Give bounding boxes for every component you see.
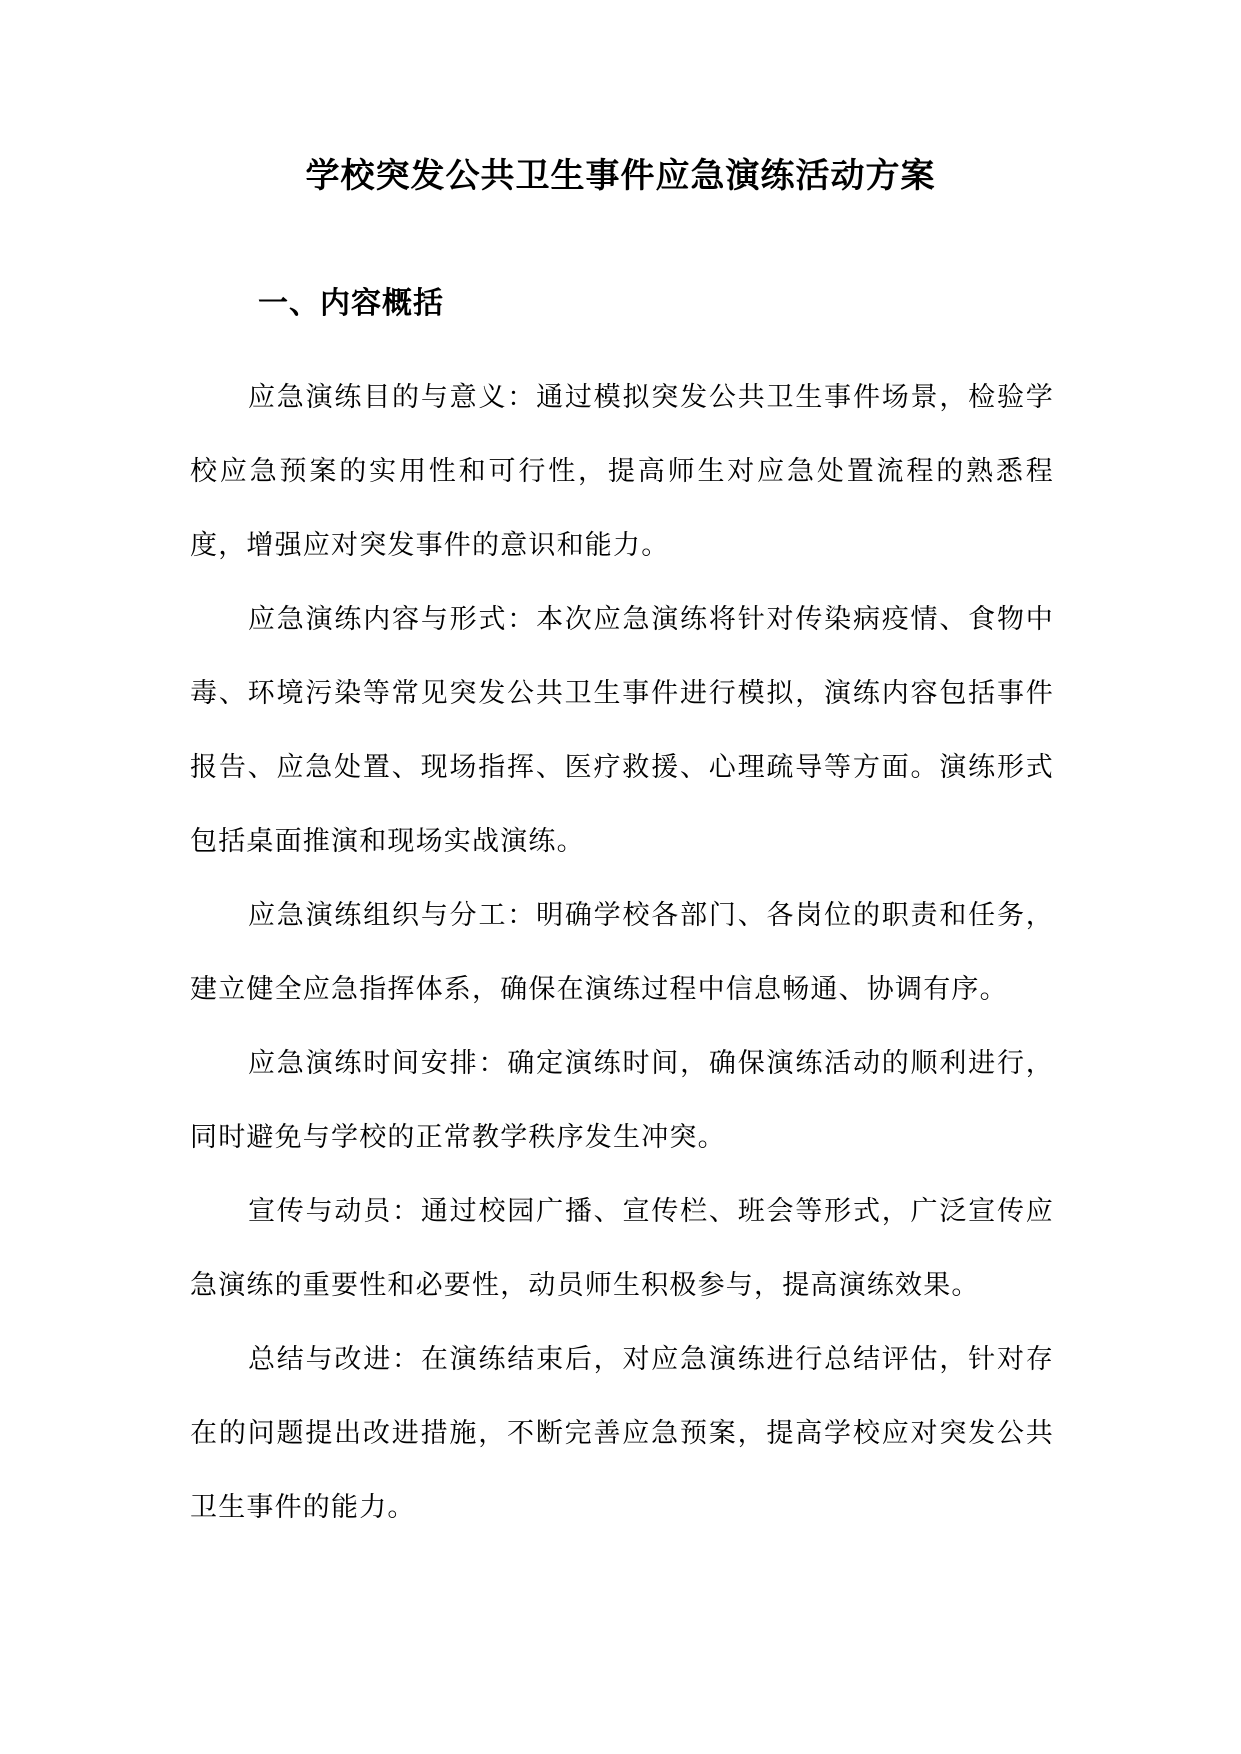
paragraph-purpose: 应急演练目的与意义：通过模拟突发公共卫生事件场景，检验学校应急预案的实用性和可行性，提高师生对应急处置流程的熟悉程度，增强应对突发事件的意识和能力。 bbox=[190, 382, 1054, 561]
paragraph-publicity: 宣传与动员：通过校园广播、宣传栏、班会等形式，广泛宣传应急演练的重要性和必要性，动员师生积极参与，提高演练效果。 bbox=[190, 1196, 1054, 1301]
paragraph-content-form: 应急演练内容与形式：本次应急演练将针对传染病疫情、食物中毒、环境污染等常见突发公共卫生事件进行模拟，演练内容包括事件报告、应急处置、现场指挥、医疗救援、心理疏导等方面。演练形式包括桌面推演和现场实战演练。 bbox=[190, 604, 1054, 857]
section-heading: 一、内容概括 bbox=[258, 286, 444, 321]
paragraph-organization: 应急演练组织与分工：明确学校各部门、各岗位的职责和任务，建立健全应急指挥体系，确保在演练过程中信息畅通、协调有序。 bbox=[190, 900, 1054, 1005]
paragraph-summary: 总结与改进：在演练结束后，对应急演练进行总结评估，针对存在的问题提出改进措施，不断完善应急预案，提高学校应对突发公共卫生事件的能力。 bbox=[190, 1344, 1054, 1523]
body-text bbox=[190, 361, 1054, 1545]
paragraph-schedule: 应急演练时间安排：确定演练时间，确保演练活动的顺利进行，同时避免与学校的正常教学秩序发生冲突。 bbox=[190, 1048, 1054, 1153]
document-title: 学校突发公共卫生事件应急演练活动方案 bbox=[305, 156, 936, 196]
